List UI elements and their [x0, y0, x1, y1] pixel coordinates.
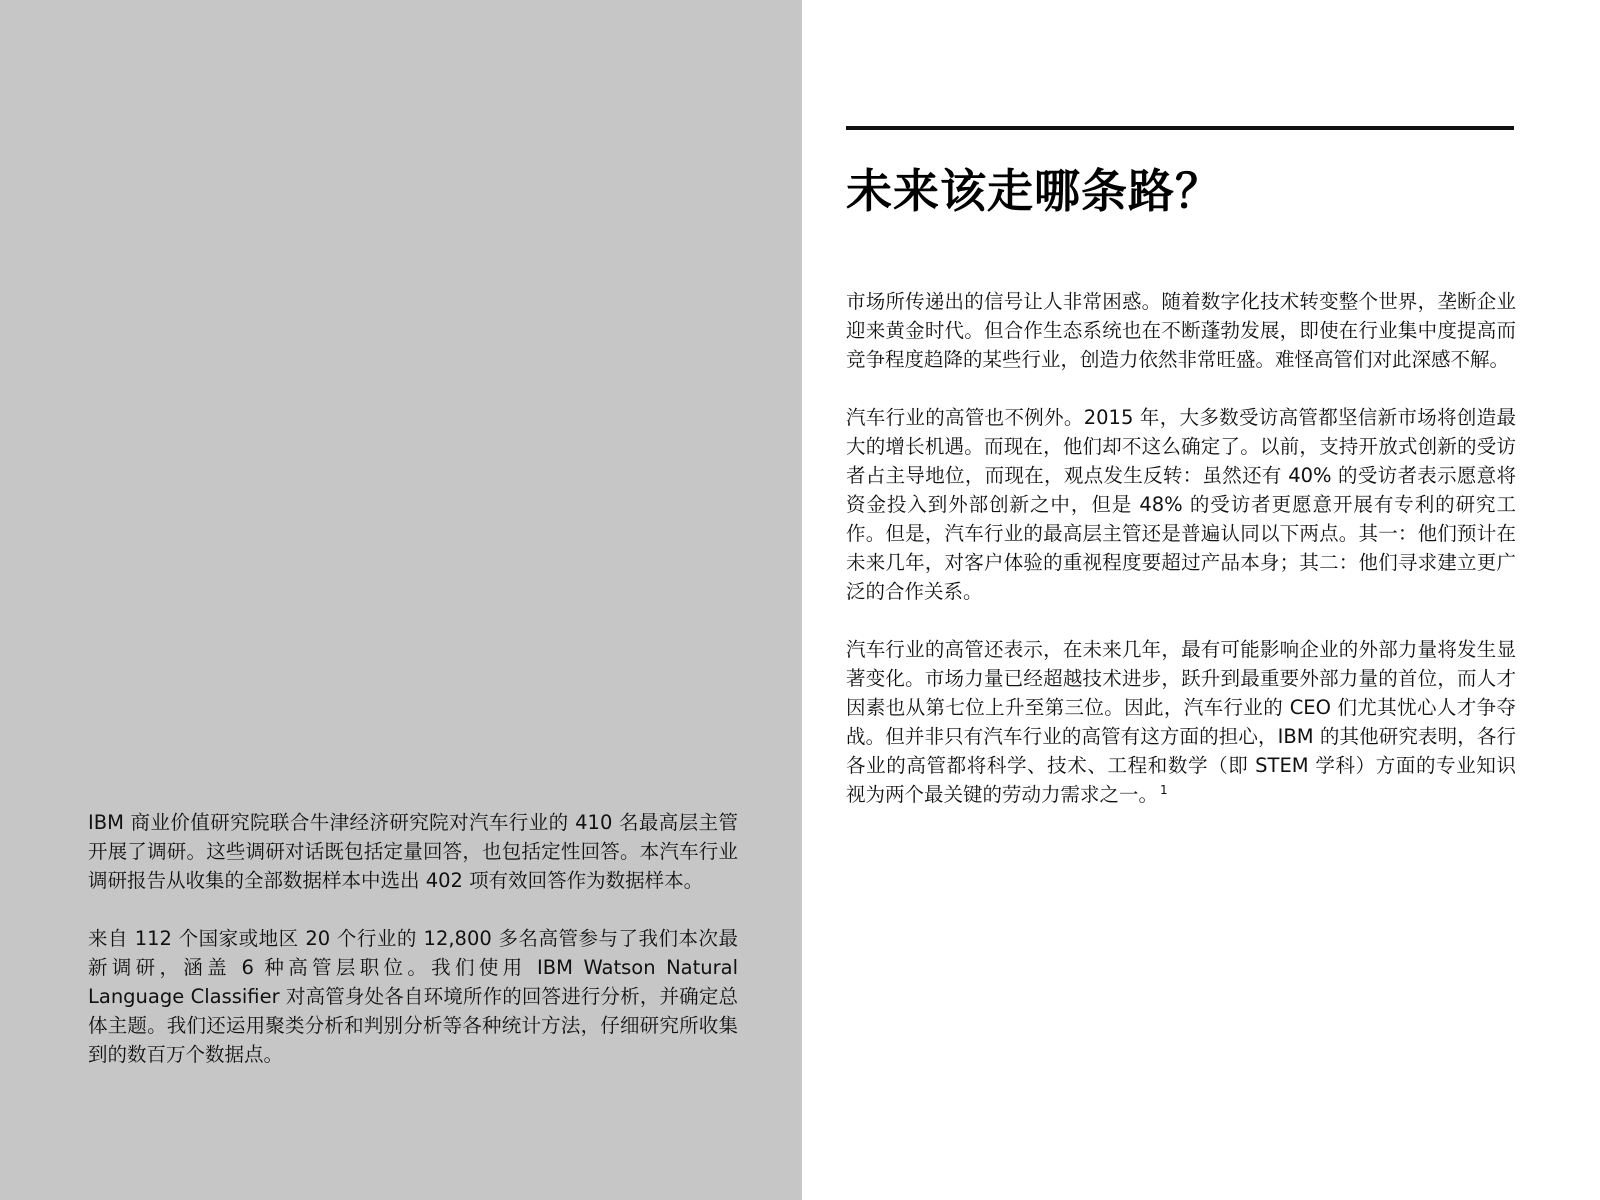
body-paragraph-2: 汽车行业的高管也不例外。2015 年，大多数受访高管都坚信新市场将创造最大的增长机遇。而现在，他们却不这么确定了。以前，支持开放式创新的受访者占主导地位，而现在，观点发生反转：虽然还有 40% 的受访者表示愿意将资金投入到外部创新之中，但是 48% 的受访者更愿意开展有专利的研究工作。但是，汽车行业的最高层主管还是普遍认同以下两点。其一：他们预计在未来几年，对客户体验的重视程度要超过产品本身；其二：他们寻求建立更广泛的合作关系。 [846, 406, 1516, 603]
page-title: 未来该走哪条路？ [846, 164, 1222, 218]
right-page [802, 0, 1600, 1200]
footnote-reference[interactable]: 1 [1160, 782, 1168, 797]
top-divider-rule [846, 126, 1514, 130]
body-paragraph-3: 汽车行业的高管还表示，在未来几年，最有可能影响企业的外部力量将发生显著变化。市场力量已经超越技术进步，跃升到最重要外部力量的首位，而人才因素也从第七位上升至第三位。因此，汽车行业的 CEO 们尤其忧心人才争夺战。但并非只有汽车行业的高管有这方面的担心，IBM 的其他研究表明，各行各业的高管都将科学、技术、工程和数学（即 STEM 学科）方面的专业知识视为两个最关键的劳动力需求之一。 [846, 638, 1516, 806]
methodology-text-block [88, 808, 738, 1098]
body-paragraph-3-wrapper [846, 635, 1516, 809]
body-text-block [846, 287, 1516, 838]
body-paragraph-1: 市场所传递出的信号让人非常困惑。随着数字化技术转变整个世界，垄断企业迎来黄金时代。但合作生态系统也在不断蓬勃发展，即使在行业集中度提高而竞争程度趋降的某些行业，创造力依然非常旺盛。难怪高管们对此深感不解。 [846, 290, 1516, 371]
methodology-paragraph-1: IBM 商业价值研究院联合牛津经济研究院对汽车行业的 410 名最高层主管开展了调研。这些调研对话既包括定量回答，也包括定性回答。本汽车行业调研报告从收集的全部数据样本中选出 402 项有效回答作为数据样本。 [88, 811, 738, 892]
methodology-paragraph-2: 来自 112 个国家或地区 20 个行业的 12,800 多名高管参与了我们本次最新调研，涵盖 6 种高管层职位。我们使用 IBM Watson Natural Language Classifier 对高管身处各自环境所作的回答进行分析，并确定总体主题。我们还运用聚类分析和判别分析等各种统计方法，仔细研究所收集到的数百万个数据点。 [88, 927, 738, 1066]
